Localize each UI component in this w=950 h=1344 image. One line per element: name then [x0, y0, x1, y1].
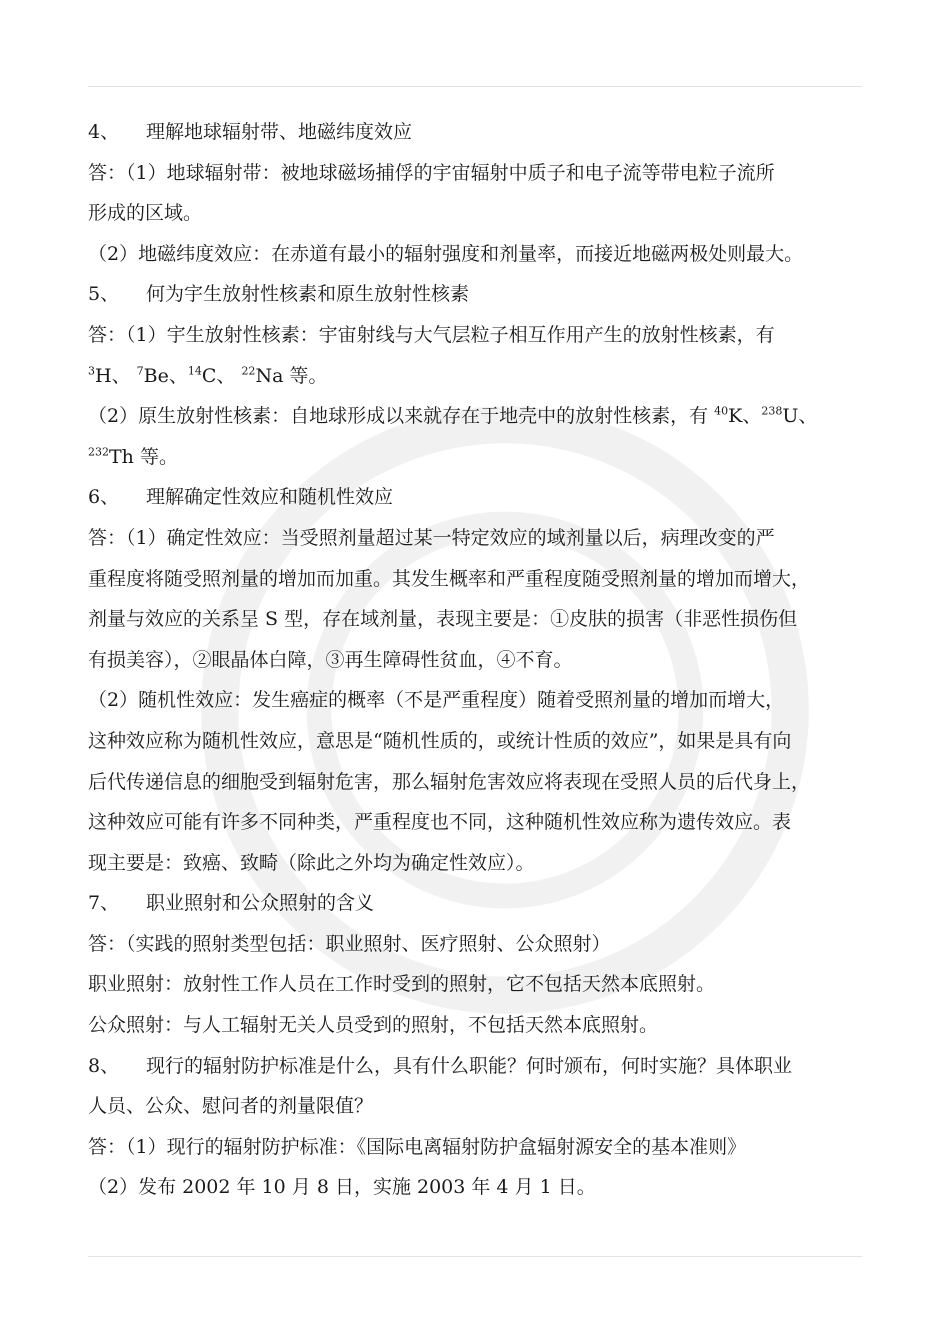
- answer-6-line: 答：（1）确定性效应：当受照剂量超过某一特定效应的域剂量以后，病理改变的严: [88, 526, 775, 549]
- answer-6-line: 有损美容），②眼晶体白障，③再生障碍性贫血，④不育。: [88, 648, 573, 671]
- answer-6-line: 现主要是：致癌、致畸（除此之外均为确定性效应）。: [88, 851, 535, 874]
- answer-5-line-3: （2）原生放射性核素：自地球形成以来就存在于地壳中的放射性核素，有 $^{40}$K、$^{238}$U、: [88, 404, 818, 428]
- footer-rule: [88, 1256, 862, 1257]
- answer-4-line-1: 答：（1）地球辐射带：被地球磁场捕俘的宇宙辐射中质子和电子流等带电粒子流所: [88, 161, 775, 184]
- question-8-title-cont: 人员、公众、慰问者的剂量限值？: [88, 1095, 374, 1118]
- document-body: [88, 112, 878, 1208]
- answer-8-line: 答：（1）现行的辐射防护标准：《国际电离辐射防护盒辐射源安全的基本准则》: [88, 1135, 747, 1158]
- answer-6-line: 剂量与效应的关系呈 S 型，存在域剂量，表现主要是：①皮肤的损害（非恶性损伤但: [88, 608, 798, 631]
- question-8-title: 8、 现行的辐射防护标准是什么，具有什么职能？何时颁布，何时实施？具体职业: [88, 1054, 793, 1077]
- answer-4-line-2: 形成的区域。: [88, 202, 203, 225]
- question-7-title: 7、 职业照射和公众照射的含义: [88, 892, 375, 915]
- answer-6-line: （2）随机性效应：发生癌症的概率（不是严重程度）随着受照剂量的增加而增大，: [88, 689, 785, 712]
- answer-6-line: 这种效应可能有许多不同种类，严重程度也不同，这种随机性效应称为遗传效应。表: [88, 811, 792, 834]
- question-6-title: 6、 理解确定性效应和随机性效应: [88, 486, 394, 509]
- answer-5-line-1: 答：（1）宇生放射性核素：宇宙射线与大气层粒子相互作用产生的放射性核素，有: [88, 323, 775, 346]
- question-4-title: 4、 理解地球辐射带、地磁纬度效应: [88, 121, 413, 143]
- answer-6-line: 重程度将随受照剂量的增加而加重。其发生概率和严重程度随受照剂量的增加而增大，: [88, 567, 811, 590]
- answer-7-line: 答：（实践的照射类型包括：职业照射、医疗照射、公众照射）: [88, 932, 611, 955]
- header-rule: [88, 86, 862, 87]
- answer-5-line-4: $^{232}$Th 等。: [88, 445, 178, 468]
- answer-5-line-2: $^3$H、 $^7$Be、$^{14}$C、 $^{22}$Na 等。: [88, 364, 328, 387]
- answer-7-line: 职业照射：放射性工作人员在工作时受到的照射，它不包括天然本底照射。: [88, 973, 716, 996]
- answer-8-line: （2）发布 2002 年 10 月 8 日，实施 2003 年 4 月 1 日。: [88, 1176, 596, 1199]
- question-5-title: 5、 何为宇生放射性核素和原生放射性核素: [88, 283, 470, 306]
- answer-7-line: 公众照射：与人工辐射无关人员受到的照射，不包括天然本底照射。: [88, 1014, 659, 1037]
- answer-4-line-3: （2）地磁纬度效应：在赤道有最小的辐射强度和剂量率，而接近地磁两极处则最大。: [88, 242, 804, 265]
- answer-6-line: 这种效应称为随机性效应，意思是“随机性质的，或统计性质的效应”，如果是具有向: [88, 729, 792, 752]
- answer-6-line: 后代传递信息的细胞受到辐射危害，那么辐射危害效应将表现在受照人员的后代身上，: [88, 770, 811, 793]
